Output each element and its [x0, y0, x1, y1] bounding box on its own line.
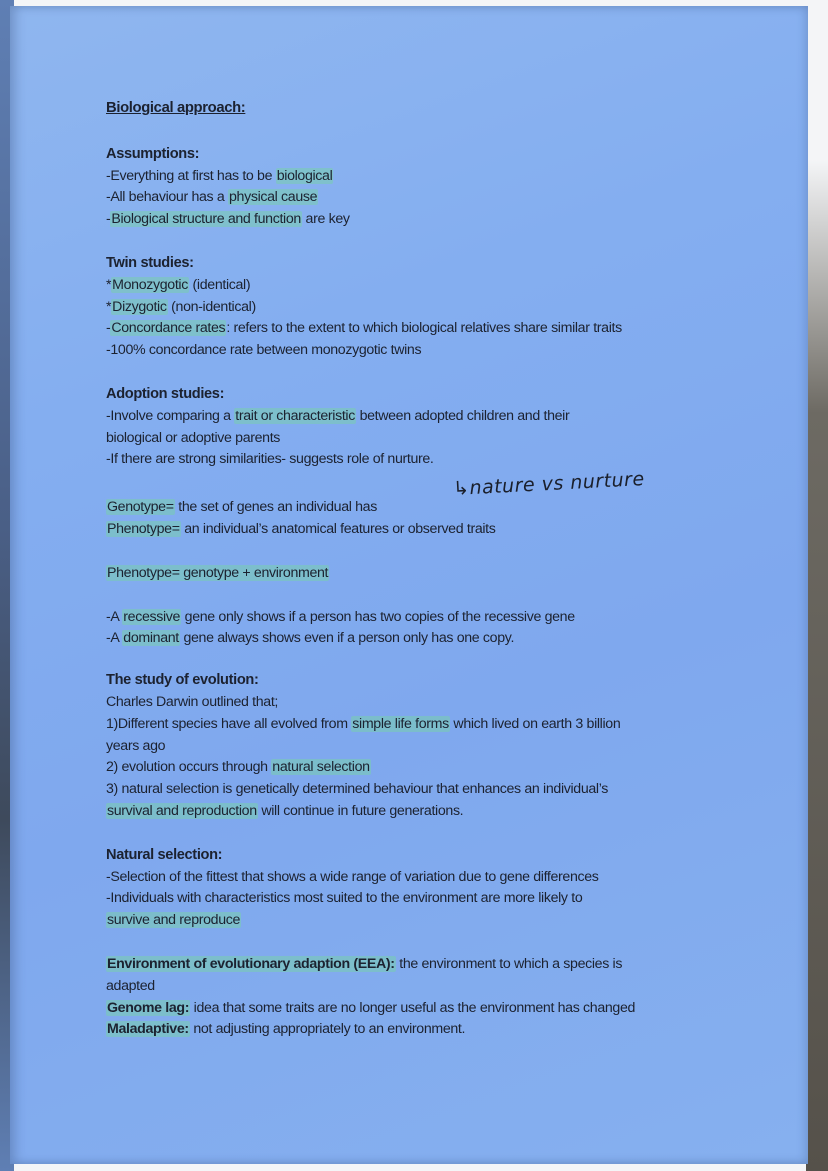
text-line: biological or adoptive parents [106, 429, 281, 446]
document-title: Biological approach: [106, 100, 246, 116]
text-line: -If there are strong similarities- suggests role of nurture. [106, 451, 434, 468]
highlighted-term: Phenotype= [107, 520, 180, 537]
text-line: -Selection of the fittest that shows a wide range of variation due to gene differences [106, 868, 599, 885]
background-right-edge [806, 160, 828, 1171]
highlighted-text: Dizygotic [112, 298, 167, 315]
section-heading: Assumptions: [106, 145, 200, 162]
text-line: -Individuals with characteristics most suited to the environment are more likely to [106, 890, 583, 907]
text-line: -100% concordance rate between monozygotic twins [106, 342, 422, 359]
term-line: Maladaptive: not adjusting appropriately to an environment. [107, 1021, 466, 1038]
highlighted-text: simple life forms [352, 715, 449, 732]
definition-line: Genotype= the set of genes an individual has [107, 499, 377, 516]
highlighted-text: biological [276, 167, 333, 184]
text-line: -Involve comparing a trait or characteristic between adopted children and their [106, 407, 570, 424]
section-assumptions [106, 144, 746, 231]
highlighted-text: survival and reproduction [107, 802, 257, 819]
section-heading: Adoption studies: [106, 385, 225, 402]
text-line: -Everything at first has to be biological [106, 167, 333, 184]
section-genetics-definitions [106, 497, 746, 541]
highlighted-text: dominant [123, 630, 179, 647]
highlighted-text: trait or characteristic [235, 407, 355, 424]
highlighted-text: Monozygotic [112, 276, 188, 293]
section-adoption-studies [106, 384, 746, 471]
text-line: *Monozygotic (identical) [106, 276, 251, 293]
text-line: -A dominant gene always shows even if a person only has one copy. [106, 630, 515, 647]
highlighted-term: Maladaptive: [107, 1021, 189, 1038]
text-line: -Biological structure and function are key [106, 211, 350, 228]
text-line: Charles Darwin outlined that; [106, 693, 279, 710]
section-natural-selection [106, 845, 746, 932]
text-line: -All behaviour has a physical cause [106, 189, 318, 206]
document-content [106, 98, 746, 1063]
section-heading: Natural selection: [106, 846, 223, 863]
section-evolution-terms [106, 954, 746, 1041]
text-line: 1)Different species have all evolved from simple life forms which lived on earth 3 billion [106, 715, 621, 732]
section-phenotype-formula [106, 563, 746, 585]
section-evolution [106, 670, 746, 823]
text-line: -Concordance rates: refers to the extent to which biological relatives share similar traits [106, 320, 622, 337]
highlighted-text: natural selection [272, 759, 370, 776]
text-line: 3) natural selection is genetically determined behaviour that enhances an individual’s [106, 781, 609, 798]
text-line: *Dizygotic (non-identical) [106, 298, 256, 315]
section-heading: The study of evolution: [106, 672, 259, 689]
definition-line: Phenotype= an individual’s anatomical features or observed traits [107, 520, 496, 537]
text-line: years ago [106, 737, 166, 754]
highlighted-text: recessive [123, 608, 181, 625]
highlighted-term: Environment of evolutionary adaption (EEA): [107, 955, 395, 972]
highlighted-text: Biological structure and function [111, 211, 301, 228]
section-twin-studies [106, 253, 746, 362]
term-line: Genome lag: idea that some traits are no longer useful as the environment has changed [107, 999, 636, 1016]
highlighted-text: Concordance rates [111, 320, 226, 337]
text-line: 2) evolution occurs through natural selection [106, 759, 370, 776]
highlighted-formula: Phenotype= genotype + environment [107, 564, 329, 581]
handwritten-annotation: ↳nature vs nurture [452, 467, 646, 501]
text-line: survival and reproduction will continue in future generations. [107, 802, 464, 819]
section-gene-dominance [106, 607, 746, 651]
highlighted-term: Genotype= [107, 499, 174, 516]
term-line: adapted [106, 977, 155, 994]
highlighted-text: survive and reproduce [107, 912, 241, 929]
text-line: -A recessive gene only shows if a person has two copies of the recessive gene [106, 608, 575, 625]
section-heading: Twin studies: [106, 254, 194, 271]
highlighted-text: physical cause [229, 189, 318, 206]
term-line: Environment of evolutionary adaption (EEA): the environment to which a species is [107, 955, 623, 972]
formula-line [106, 563, 746, 585]
text-line [106, 910, 746, 932]
highlighted-term: Genome lag: [107, 999, 190, 1016]
